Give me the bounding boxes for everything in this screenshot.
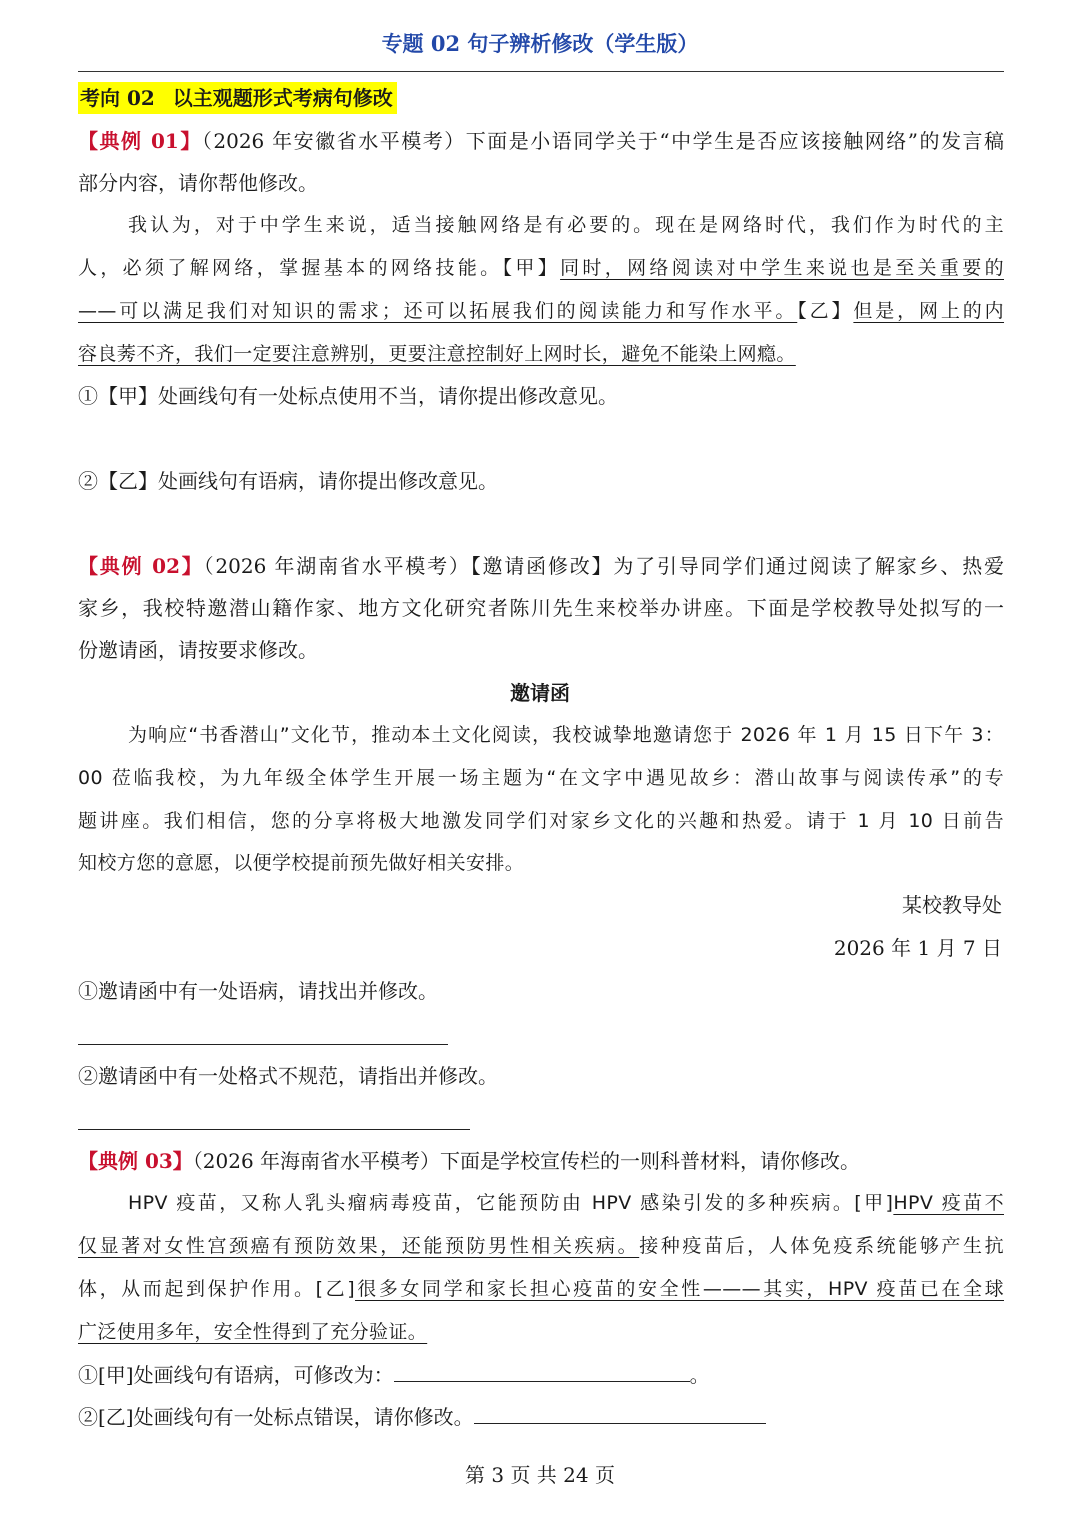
mark-jia: 【甲】 [502,257,561,279]
ex3-label: 【典例 03】 [78,1149,193,1173]
ex1-question-1: ①【甲】处画线句有一处标点使用不当，请你提出修改意见。 [78,384,618,408]
letter-line-1: 为响应“书香潜山”文化节，推动本土文化阅读，我校诚挚地邀请您于 2026 年 1 月 15 日下午 3： [128,724,1004,746]
header-rule [78,71,1004,72]
letter-date: 2026 年 1 月 7 日 [833,936,1002,960]
ex3-passage-line-4: 广泛使用多年，安全性得到了充分验证。 [78,1321,428,1343]
ex2-question-1: ①邀请函中有一处语病，请找出并修改。 [78,979,438,1003]
ex1-label: 【典例 01】 [78,129,202,153]
ex1-passage-line-2: 人，必须了解网络，掌握基本的网络技能。【甲】同时，网络阅读对中学生来说也是至关重要的 [78,257,1004,279]
letter-line-2: 00 莅临我校，为九年级全体学生开展一场主题为“在文字中遇见故乡：潜山故事与阅读传承”的专 [78,767,1004,789]
section-label: 考向 02 [80,86,155,110]
section-title: 以主观题形式考病句修改 [172,86,393,110]
underlined-sentence-jia: HPV 疫苗不 [893,1192,1004,1214]
ex1-question-2: ②【乙】处画线句有语病，请你提出修改意见。 [78,469,498,493]
page-number: 第 3 页 共 24 页 [465,1463,615,1487]
mark-yi: 【乙】 [797,300,854,322]
answer-blank-1[interactable] [394,1359,690,1382]
ex3-passage-line-2: 仅显著对女性宫颈癌有预防效果，还能预防男性相关疾病。接种疫苗后，人体免疫系统能够产生抗 [78,1235,1004,1257]
letter-title: 邀请函 [510,681,570,705]
answer-blank-2[interactable] [474,1401,766,1424]
ex3-question-2: ②[乙]处画线句有一处标点错误，请你修改。 [78,1401,1004,1432]
letter-signature: 某校教导处 [902,893,1002,917]
section-heading [78,82,397,114]
ex2-question-2: ②邀请函中有一处格式不规范，请指出并修改。 [78,1064,498,1088]
ex3-intro-line: 【典例 03】（2026 年海南省水平模考）下面是学校宣传栏的一则科普材料，请你修改。 [78,1149,861,1173]
answer-line-2[interactable] [78,1129,470,1130]
letter-line-4: 知校方您的意愿，以便学校提前预先做好相关安排。 [78,852,525,874]
ex2-intro-line-3: 份邀请函，请按要求修改。 [78,638,318,662]
ex2-intro-line-2: 家乡，我校特邀潜山籍作家、地方文化研究者陈川先生来校举办讲座。下面是学校教导处拟写的一 [78,596,1004,620]
ex3-passage-line-3: 体，从而起到保护作用。[乙]很多女同学和家长担心疫苗的安全性———其实，HPV 疫苗已在全球 [78,1278,1004,1300]
letter-line-3: 题讲座。我们相信，您的分享将极大地激发同学们对家乡文化的兴趣和热爱。请于 1 月 10 日前告 [78,810,1004,832]
ex3-question-1: ①[甲]处画线句有语病，可修改为： 。 [78,1359,1004,1390]
ex1-intro-line-1: 【典例 01】（2026 年安徽省水平模考）下面是小语同学关于“中学生是否应该接触网络”的发言稿 [78,129,1004,153]
ex1-passage-line-4: 容良莠不齐，我们一定要注意辨别，更要注意控制好上网时长，避免不能染上网瘾。 [78,343,796,365]
underlined-sentence-yi: 很多女同学和家长担心疫苗的安全性———其实，HPV 疫苗已在全球 [355,1278,1004,1300]
ex1-intro-line-2: 部分内容，请你帮他修改。 [78,171,318,195]
ex2-label: 【典例 02】 [78,554,204,578]
underlined-sentence-yi: 但是，网上的内 [853,300,1005,322]
ex2-intro-line-1: 【典例 02】（2026 年湖南省水平模考）【邀请函修改】为了引导同学们通过阅读了解家乡、热爱 [78,554,1004,578]
ex1-passage-line-3: ——可以满足我们对知识的需求；还可以拓展我们的阅读能力和写作水平。【乙】但是，网上的内 [78,300,1005,322]
ex3-passage-line-1: HPV 疫苗，又称人乳头瘤病毒疫苗，它能预防由 HPV 感染引发的多种疾病。[甲]HPV 疫苗不 [128,1192,1004,1214]
underlined-sentence-jia: 同时，网络阅读对中学生来说也是至关重要的 [560,257,1004,279]
ex1-passage-line-1: 我认为，对于中学生来说，适当接触网络是有必要的。现在是网络时代，我们作为时代的主 [128,214,1004,236]
page-header-title: 专题 02 句子辨析修改（学生版） [381,31,699,56]
answer-line-1[interactable] [78,1044,448,1045]
